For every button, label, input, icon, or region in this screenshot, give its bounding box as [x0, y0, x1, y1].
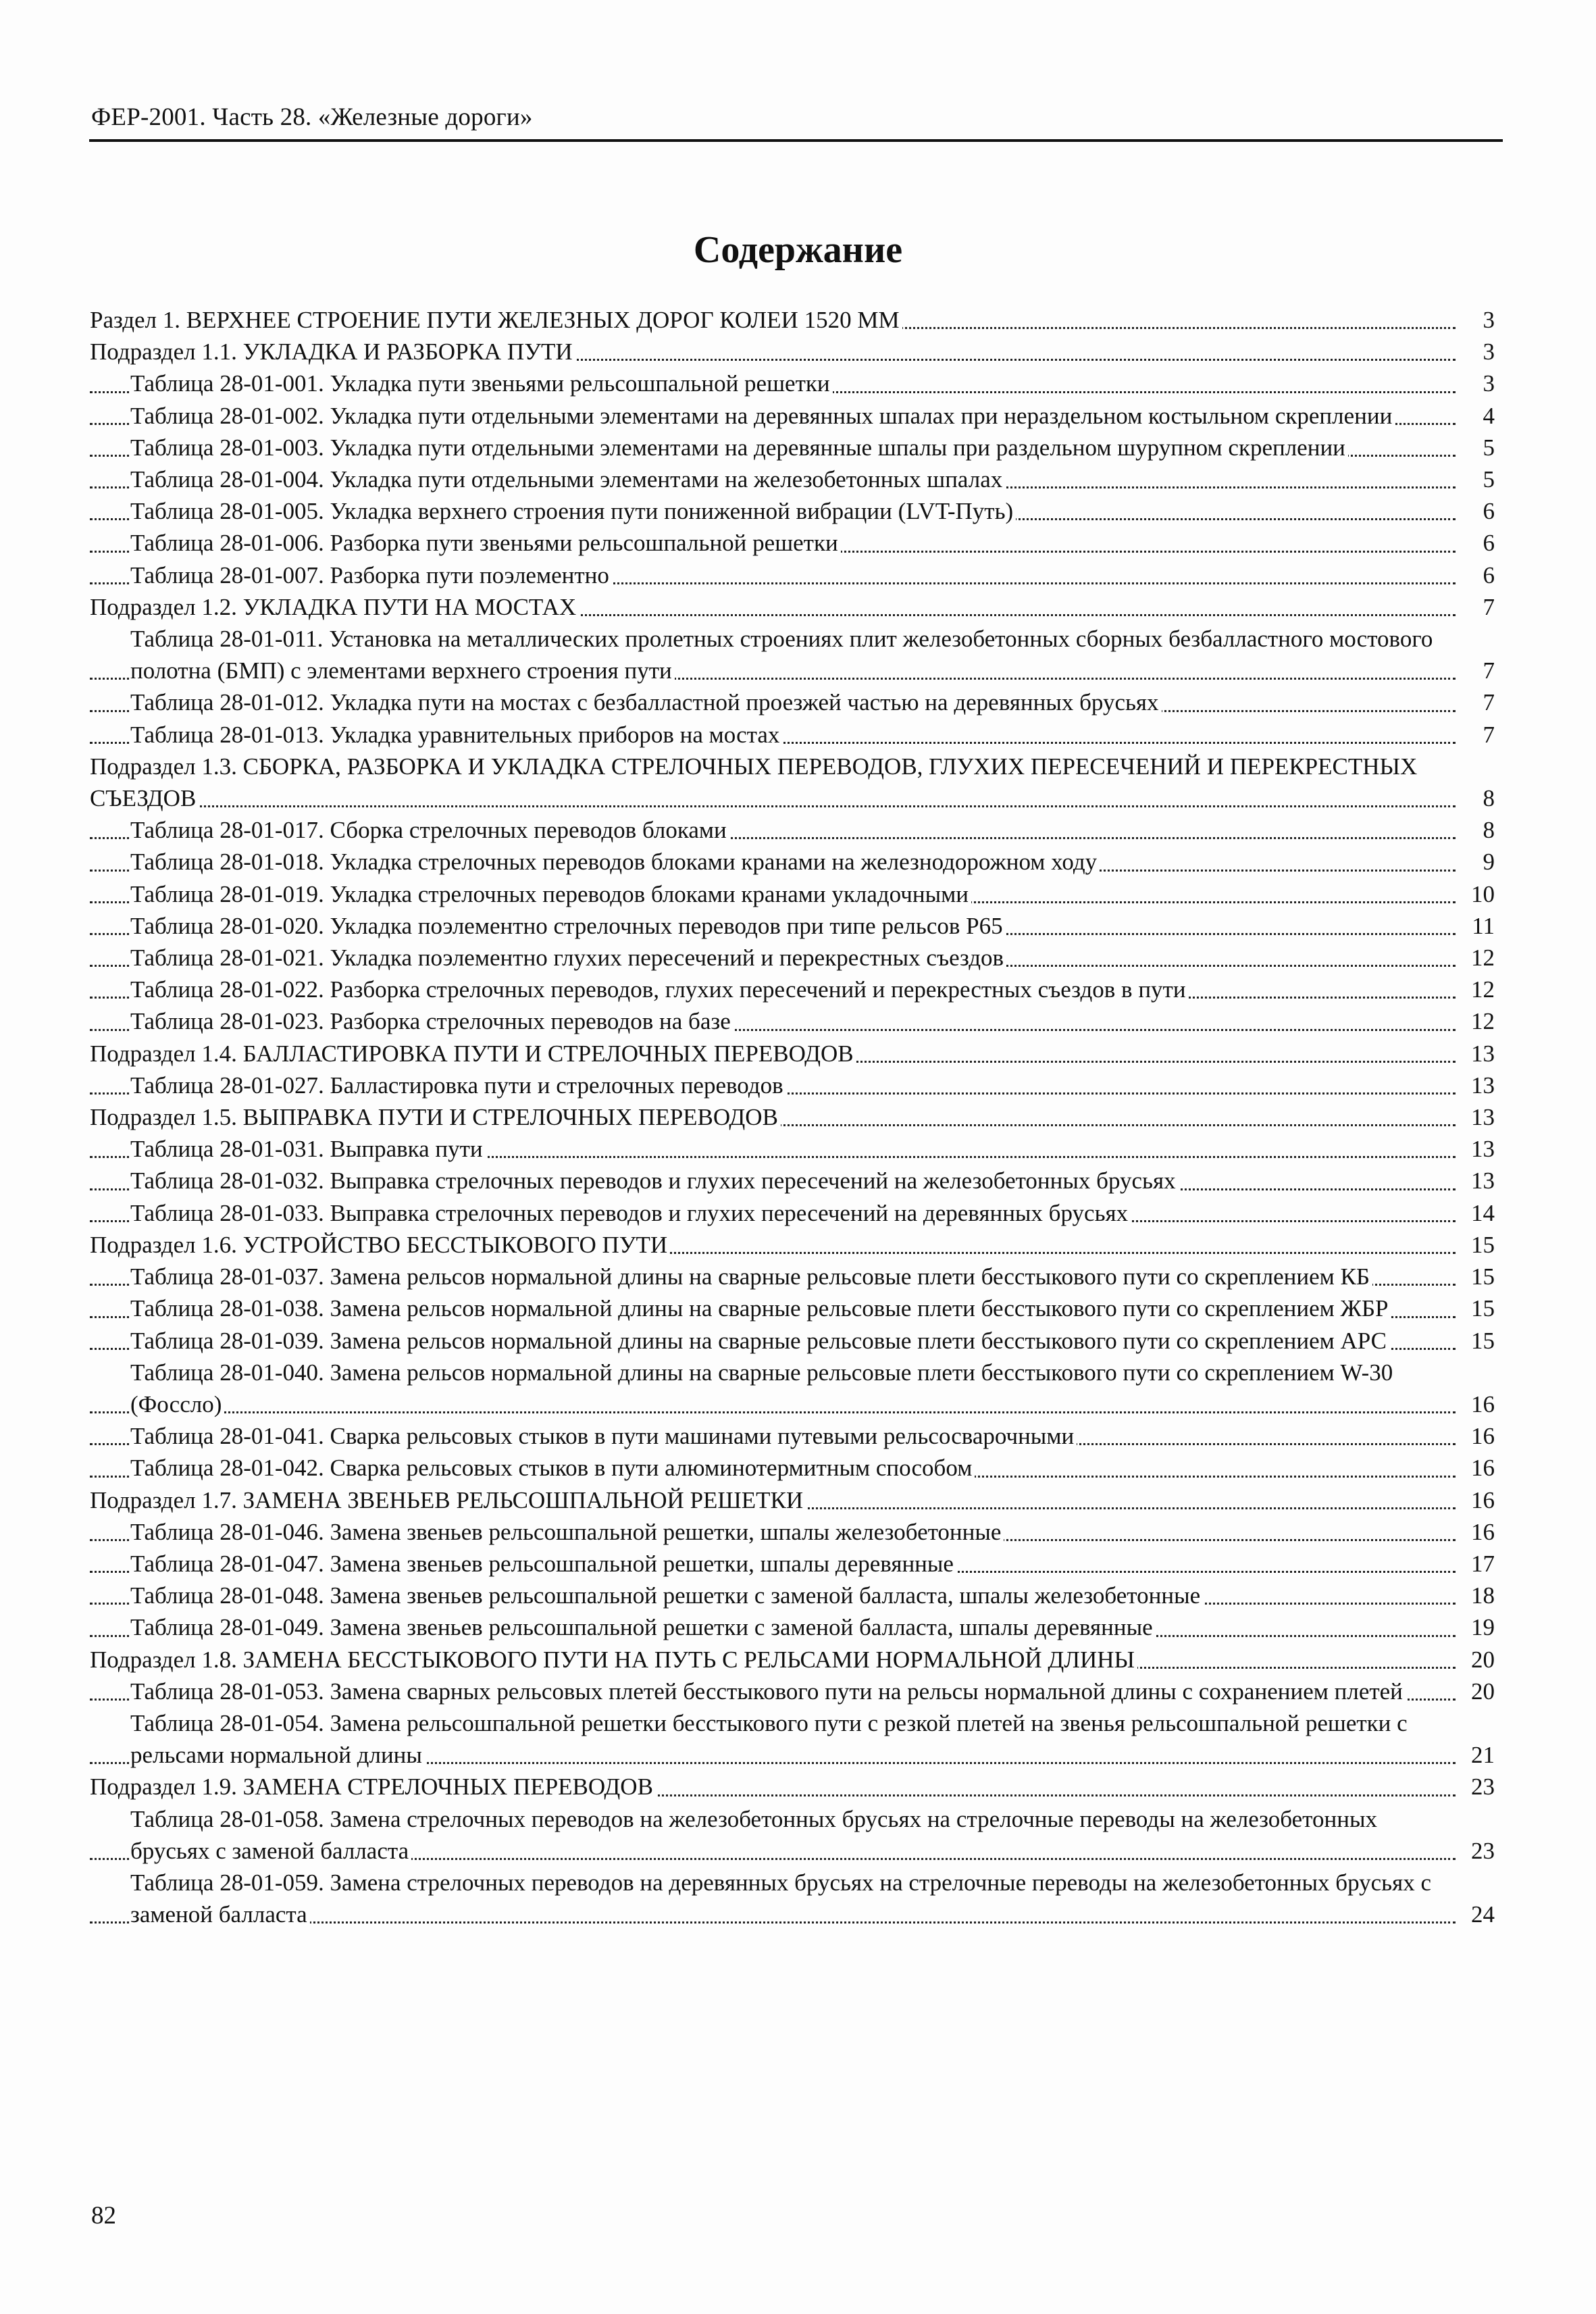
- toc-table-entry[interactable]: [90, 623, 1495, 686]
- toc-entry-title: Таблица 28-01-006. Разборка пути звеньями рельсошпальной решетки: [130, 530, 841, 556]
- toc-entry-page: 8: [1456, 814, 1495, 846]
- toc-table-entry[interactable]: [90, 1803, 1495, 1867]
- toc-entry-page: 11: [1456, 910, 1495, 942]
- toc-entry-text-wrap: [130, 1136, 486, 1162]
- toc-entry-title: Подраздел 1.6. УСТРОЙСТВО БЕССТЫКОВОГО ПУТИ: [90, 1232, 670, 1258]
- toc-entry-page: 15: [1456, 1261, 1495, 1292]
- toc-entry-text-wrap: [130, 881, 971, 907]
- toc-entry-text-wrap: [130, 1008, 733, 1034]
- toc-table-entry[interactable]: [90, 1357, 1495, 1420]
- toc-entry-title: Раздел 1. ВЕРХНЕЕ СТРОЕНИЕ ПУТИ ЖЕЛЕЗНЫХ ДОРОГ КОЛЕИ 1520 ММ: [90, 307, 902, 333]
- toc-section-entry[interactable]: [90, 1229, 1495, 1261]
- toc-table-entry[interactable]: [90, 1867, 1495, 1930]
- toc-entry-page: 8: [1456, 782, 1495, 814]
- toc-entry-page: 21: [1456, 1739, 1495, 1771]
- toc-entry-title: Таблица 28-01-017. Сборка стрелочных переводов блоками: [130, 817, 729, 843]
- toc-section-entry[interactable]: [90, 1038, 1495, 1070]
- toc-entry-text-wrap: [90, 307, 902, 333]
- toc-entry-page: 7: [1456, 719, 1495, 751]
- toc-entry-text-wrap: [130, 1072, 786, 1099]
- toc-entry-page: 24: [1456, 1898, 1495, 1930]
- toc-entry-title: Таблица 28-01-041. Сварка рельсовых стыков в пути машинами путевыми рельсосварочными: [130, 1423, 1077, 1449]
- toc-entry-page: 5: [1456, 463, 1495, 495]
- toc-entry-text-wrap: [130, 1455, 975, 1481]
- toc-entry-text-wrap: [90, 594, 579, 620]
- toc-entry-text-wrap: [130, 1614, 1156, 1640]
- toc-table-entry[interactable]: [90, 974, 1495, 1005]
- toc-entry-page: 19: [1456, 1611, 1495, 1643]
- toc-entry-title: Таблица 28-01-007. Разборка пути поэлементно: [130, 562, 612, 588]
- toc-entry-text-wrap: [130, 1869, 1431, 1928]
- toc-entry-page: 12: [1456, 1005, 1495, 1037]
- toc-entry-text-wrap: [130, 530, 841, 556]
- toc-entry-page: 23: [1456, 1835, 1495, 1867]
- toc-entry-page: 7: [1456, 686, 1495, 718]
- toc-entry-text-wrap: [130, 562, 612, 588]
- toc-entry-page: 4: [1456, 400, 1495, 432]
- toc-entry-text-wrap: [90, 1232, 670, 1258]
- toc-table-entry[interactable]: [90, 1261, 1495, 1292]
- toc-entry-page: 3: [1456, 368, 1495, 399]
- toc-entry-page: 12: [1456, 942, 1495, 974]
- toc-entry-page: 16: [1456, 1388, 1495, 1420]
- toc-entry-title: Подраздел 1.7. ЗАМЕНА ЗВЕНЬЕВ РЕЛЬСОШПАЛЬНОЙ РЕШЕТКИ: [90, 1487, 806, 1513]
- toc-entry-text-wrap: [90, 1487, 806, 1513]
- toc-table-entry[interactable]: [90, 1165, 1495, 1197]
- toc-entry-text-wrap: [130, 945, 1006, 971]
- toc-entry-title: Таблица 28-01-023. Разборка стрелочных переводов на базе: [130, 1008, 733, 1034]
- toc-entry-text-wrap: [130, 434, 1348, 461]
- toc-entry-title: Таблица 28-01-042. Сварка рельсовых стыков в пути алюминотермитным способом: [130, 1455, 975, 1481]
- toc-entry-page: 13: [1456, 1038, 1495, 1070]
- toc-entry-page: 12: [1456, 974, 1495, 1005]
- toc-entry-text-wrap: [130, 1519, 1004, 1545]
- toc-entry-text-wrap: [90, 1774, 656, 1800]
- toc-entry-text-wrap: [90, 1040, 856, 1067]
- toc-entry-title: Таблица 28-01-003. Укладка пути отдельными элементами на деревянные шпалы при раздельном шурупном скреплении: [130, 434, 1348, 461]
- toc-entry-title: Таблица 28-01-040. Замена рельсов нормальной длины на сварные рельсовые плети бесстыкового пути со скреплением W-30 (Фоссло): [130, 1359, 1393, 1417]
- toc-entry-title: Таблица 28-01-033. Выправка стрелочных переводов и глухих пересечений на деревянных брусьях: [130, 1200, 1131, 1226]
- toc-entry-page: 15: [1456, 1292, 1495, 1324]
- toc-entry-title: Таблица 28-01-004. Укладка пути отдельными элементами на железобетонных шпалах: [130, 466, 1005, 493]
- toc-entry-page: 20: [1456, 1676, 1495, 1707]
- toc-entry-text-wrap: [90, 1104, 781, 1130]
- toc-entry-text-wrap: [130, 1263, 1372, 1290]
- toc-section-entry[interactable]: [90, 1101, 1495, 1133]
- toc-entry-title: Таблица 28-01-011. Установка на металлических пролетных строениях плит железобетонных сборных безбалластного мостового полотна (БМП) с элементами верхнего строения пути: [130, 626, 1433, 684]
- toc-table-entry[interactable]: [90, 495, 1495, 527]
- toc-table-entry[interactable]: [90, 1611, 1495, 1643]
- toc-entry-text-wrap: [130, 1678, 1406, 1705]
- toc-table-entry[interactable]: [90, 1325, 1495, 1357]
- toc-table-entry[interactable]: [90, 1420, 1495, 1452]
- running-head: ФЕР-2001. Часть 28. «Железные дороги»: [91, 103, 533, 131]
- toc-entry-text-wrap: [130, 403, 1395, 429]
- toc-entry-title: Таблица 28-01-013. Укладка уравнительных приборов на мостах: [130, 722, 782, 748]
- toc-entry-text-wrap: [130, 1359, 1393, 1417]
- toc-section-entry[interactable]: [90, 591, 1495, 623]
- toc-section-entry[interactable]: [90, 336, 1495, 368]
- toc-entry-title: Подраздел 1.2. УКЛАДКА ПУТИ НА МОСТАХ: [90, 594, 579, 620]
- toc-table-entry[interactable]: [90, 942, 1495, 974]
- header-rule: [89, 139, 1503, 142]
- toc-table-entry[interactable]: [90, 719, 1495, 751]
- toc-entry-text-wrap: [130, 1423, 1077, 1449]
- toc-table-entry[interactable]: [90, 686, 1495, 718]
- toc-entry-text-wrap: [130, 1710, 1408, 1768]
- toc-table-entry[interactable]: [90, 1197, 1495, 1229]
- toc-entry-title: Таблица 28-01-019. Укладка стрелочных переводов блоками кранами укладочными: [130, 881, 971, 907]
- toc-entry-page: 3: [1456, 304, 1495, 336]
- toc-table-entry[interactable]: [90, 1452, 1495, 1484]
- toc-table-entry[interactable]: [90, 1133, 1495, 1165]
- toc-table-entry[interactable]: [90, 559, 1495, 591]
- toc-entry-title: Таблица 28-01-018. Укладка стрелочных переводов блоками кранами на железнодорожном ходу: [130, 849, 1100, 875]
- toc-entry-page: 16: [1456, 1484, 1495, 1516]
- toc-entry-title: Таблица 28-01-022. Разборка стрелочных переводов, глухих пересечений и перекрестных съездов в пути: [130, 976, 1189, 1003]
- toc-entry-title: Таблица 28-01-048. Замена звеньев рельсошпальной решетки с заменой балласта, шпалы железобетонные: [130, 1582, 1203, 1609]
- toc-entry-title: Таблица 28-01-046. Замена звеньев рельсошпальной решетки, шпалы железобетонные: [130, 1519, 1004, 1545]
- page-number: 82: [91, 2202, 116, 2230]
- toc-entry-title: Таблица 28-01-021. Укладка поэлементно глухих пересечений и перекрестных съездов: [130, 945, 1006, 971]
- toc-entry-page: 13: [1456, 1165, 1495, 1197]
- toc-table-entry[interactable]: [90, 1516, 1495, 1548]
- toc-entry-title: Таблица 28-01-002. Укладка пути отдельными элементами на деревянных шпалах при нераздельном костыльном скреплении: [130, 403, 1395, 429]
- toc-entry-title: Подраздел 1.1. УКЛАДКА И РАЗБОРКА ПУТИ: [90, 338, 575, 365]
- toc-entry-text-wrap: [130, 722, 782, 748]
- toc-entry-text-wrap: [130, 1200, 1131, 1226]
- toc-entry-page: 23: [1456, 1771, 1495, 1803]
- toc-entry-text-wrap: [130, 1551, 956, 1577]
- toc-table-entry[interactable]: [90, 846, 1495, 878]
- toc-entry-page: 6: [1456, 495, 1495, 527]
- toc-entry-page: 6: [1456, 527, 1495, 559]
- toc-entry-title: Таблица 28-01-020. Укладка поэлементно стрелочных переводов при типе рельсов Р65: [130, 913, 1006, 939]
- toc-table-entry[interactable]: [90, 1292, 1495, 1324]
- toc-section-entry[interactable]: [90, 1484, 1495, 1516]
- page-title: Содержание: [693, 229, 903, 271]
- toc-section-entry[interactable]: [90, 1644, 1495, 1676]
- toc-entry-title: Таблица 28-01-001. Укладка пути звеньями рельсошпальной решетки: [130, 370, 833, 397]
- toc-table-entry[interactable]: [90, 368, 1495, 399]
- toc-entry-page: 10: [1456, 878, 1495, 910]
- toc-entry-page: 20: [1456, 1644, 1495, 1676]
- toc-entry-title: Таблица 28-01-058. Замена стрелочных переводов на железобетонных брусьях на стрелочные переводы на железобетонных брусьях с заменой балласта: [130, 1805, 1377, 1864]
- toc-entry-text-wrap: [130, 1582, 1203, 1609]
- toc-table-entry[interactable]: [90, 400, 1495, 432]
- toc-entry-title: Таблица 28-01-059. Замена стрелочных переводов на деревянных брусьях на стрелочные переводы на железобетонных брусьях с заменой балласта: [130, 1869, 1431, 1928]
- toc-entry-title: Таблица 28-01-037. Замена рельсов нормальной длины на сварные рельсовые плети бесстыкового пути со скреплением КБ: [130, 1263, 1372, 1290]
- table-of-contents: [90, 304, 1495, 1930]
- toc-entry-page: 15: [1456, 1229, 1495, 1261]
- toc-entry-text-wrap: [130, 817, 729, 843]
- toc-entry-title: Таблица 28-01-032. Выправка стрелочных переводов и глухих пересечений на железобетонных брусьях: [130, 1167, 1179, 1194]
- toc-entry-title: Таблица 28-01-049. Замена звеньев рельсошпальной решетки с заменой балласта, шпалы деревянные: [130, 1614, 1156, 1640]
- toc-section-entry[interactable]: [90, 304, 1495, 336]
- toc-entry-title: Таблица 28-01-005. Укладка верхнего строения пути пониженной вибрации (LVT-Путь): [130, 498, 1016, 524]
- toc-entry-title: Подраздел 1.9. ЗАМЕНА СТРЕЛОЧНЫХ ПЕРЕВОДОВ: [90, 1774, 656, 1800]
- toc-entry-page: 17: [1456, 1548, 1495, 1580]
- toc-entry-text-wrap: [130, 689, 1162, 715]
- toc-entry-page: 18: [1456, 1580, 1495, 1611]
- toc-section-entry[interactable]: [90, 751, 1495, 814]
- toc-entry-page: 13: [1456, 1070, 1495, 1101]
- toc-entry-text-wrap: [130, 976, 1189, 1003]
- toc-table-entry[interactable]: [90, 814, 1495, 846]
- toc-entry-title: Таблица 28-01-027. Балластировка пути и стрелочных переводов: [130, 1072, 786, 1099]
- toc-entry-page: 7: [1456, 655, 1495, 686]
- toc-entry-title: Таблица 28-01-039. Замена рельсов нормальной длины на сварные рельсовые плети бесстыкового пути со скреплением АРС: [130, 1328, 1389, 1354]
- toc-table-entry[interactable]: [90, 1580, 1495, 1611]
- toc-entry-text-wrap: [90, 1646, 1137, 1673]
- toc-entry-page: 6: [1456, 559, 1495, 591]
- toc-table-entry[interactable]: [90, 463, 1495, 495]
- toc-table-entry[interactable]: [90, 527, 1495, 559]
- toc-entry-text-wrap: [130, 913, 1006, 939]
- toc-entry-text-wrap: [130, 1167, 1179, 1194]
- toc-entry-title: Таблица 28-01-038. Замена рельсов нормальной длины на сварные рельсовые плети бесстыкового пути со скреплением ЖБР: [130, 1295, 1391, 1322]
- toc-entry-title: Таблица 28-01-053. Замена сварных рельсовых плетей бесстыкового пути на рельсы нормальной длины с сохранением плетей: [130, 1678, 1406, 1705]
- toc-entry-page: 14: [1456, 1197, 1495, 1229]
- toc-entry-text-wrap: [130, 1295, 1391, 1322]
- toc-entry-page: 16: [1456, 1516, 1495, 1548]
- toc-entry-text-wrap: [130, 626, 1433, 684]
- toc-entry-page: 7: [1456, 591, 1495, 623]
- toc-entry-text-wrap: [90, 338, 575, 365]
- toc-entry-title: Таблица 28-01-047. Замена звеньев рельсошпальной решетки, шпалы деревянные: [130, 1551, 956, 1577]
- toc-entry-title: Подраздел 1.4. БАЛЛАСТИРОВКА ПУТИ И СТРЕЛОЧНЫХ ПЕРЕВОДОВ: [90, 1040, 856, 1067]
- toc-table-entry[interactable]: [90, 432, 1495, 463]
- toc-table-entry[interactable]: [90, 1707, 1495, 1771]
- toc-entry-text-wrap: [130, 849, 1100, 875]
- toc-entry-text-wrap: [130, 370, 833, 397]
- toc-entry-title: Подраздел 1.3. СБОРКА, РАЗБОРКА И УКЛАДКА СТРЕЛОЧНЫХ ПЕРЕВОДОВ, ГЛУХИХ ПЕРЕСЕЧЕНИЙ И ПЕРЕКРЕСТНЫХ СЪЕЗДОВ: [90, 753, 1418, 812]
- toc-entry-title: Таблица 28-01-012. Укладка пути на мостах с безбалластной проезжей частью на деревянных брусьях: [130, 689, 1162, 715]
- toc-entry-page: 13: [1456, 1133, 1495, 1165]
- toc-entry-page: 13: [1456, 1101, 1495, 1133]
- toc-entry-text-wrap: [130, 1328, 1389, 1354]
- toc-entry-title: Таблица 28-01-054. Замена рельсошпальной решетки бесстыкового пути с резкой плетей на звенья рельсошпальной решетки с рельсами нормальной длины: [130, 1709, 1408, 1769]
- toc-entry-page: 15: [1456, 1325, 1495, 1357]
- toc-table-entry[interactable]: [90, 910, 1495, 942]
- toc-table-entry[interactable]: [90, 1005, 1495, 1037]
- toc-table-entry[interactable]: [90, 1070, 1495, 1101]
- toc-entry-page: 5: [1456, 432, 1495, 463]
- toc-entry-page: 16: [1456, 1420, 1495, 1452]
- toc-entry-title: Таблица 28-01-031. Выправка пути: [130, 1136, 486, 1162]
- toc-table-entry[interactable]: [90, 1676, 1495, 1707]
- toc-entry-page: 3: [1456, 336, 1495, 368]
- toc-entry-page: 16: [1456, 1452, 1495, 1484]
- toc-section-entry[interactable]: [90, 1771, 1495, 1803]
- toc-table-entry[interactable]: [90, 878, 1495, 910]
- toc-entry-page: 9: [1456, 846, 1495, 878]
- toc-entry-text-wrap: [130, 1806, 1377, 1864]
- toc-entry-title: Подраздел 1.5. ВЫПРАВКА ПУТИ И СТРЕЛОЧНЫХ ПЕРЕВОДОВ: [90, 1104, 781, 1130]
- toc-entry-title: Подраздел 1.8. ЗАМЕНА БЕССТЫКОВОГО ПУТИ НА ПУТЬ С РЕЛЬСАМИ НОРМАЛЬНОЙ ДЛИНЫ: [90, 1646, 1137, 1673]
- toc-entry-text-wrap: [130, 498, 1016, 524]
- toc-entry-text-wrap: [90, 753, 1417, 811]
- toc-table-entry[interactable]: [90, 1548, 1495, 1580]
- toc-entry-text-wrap: [130, 466, 1005, 493]
